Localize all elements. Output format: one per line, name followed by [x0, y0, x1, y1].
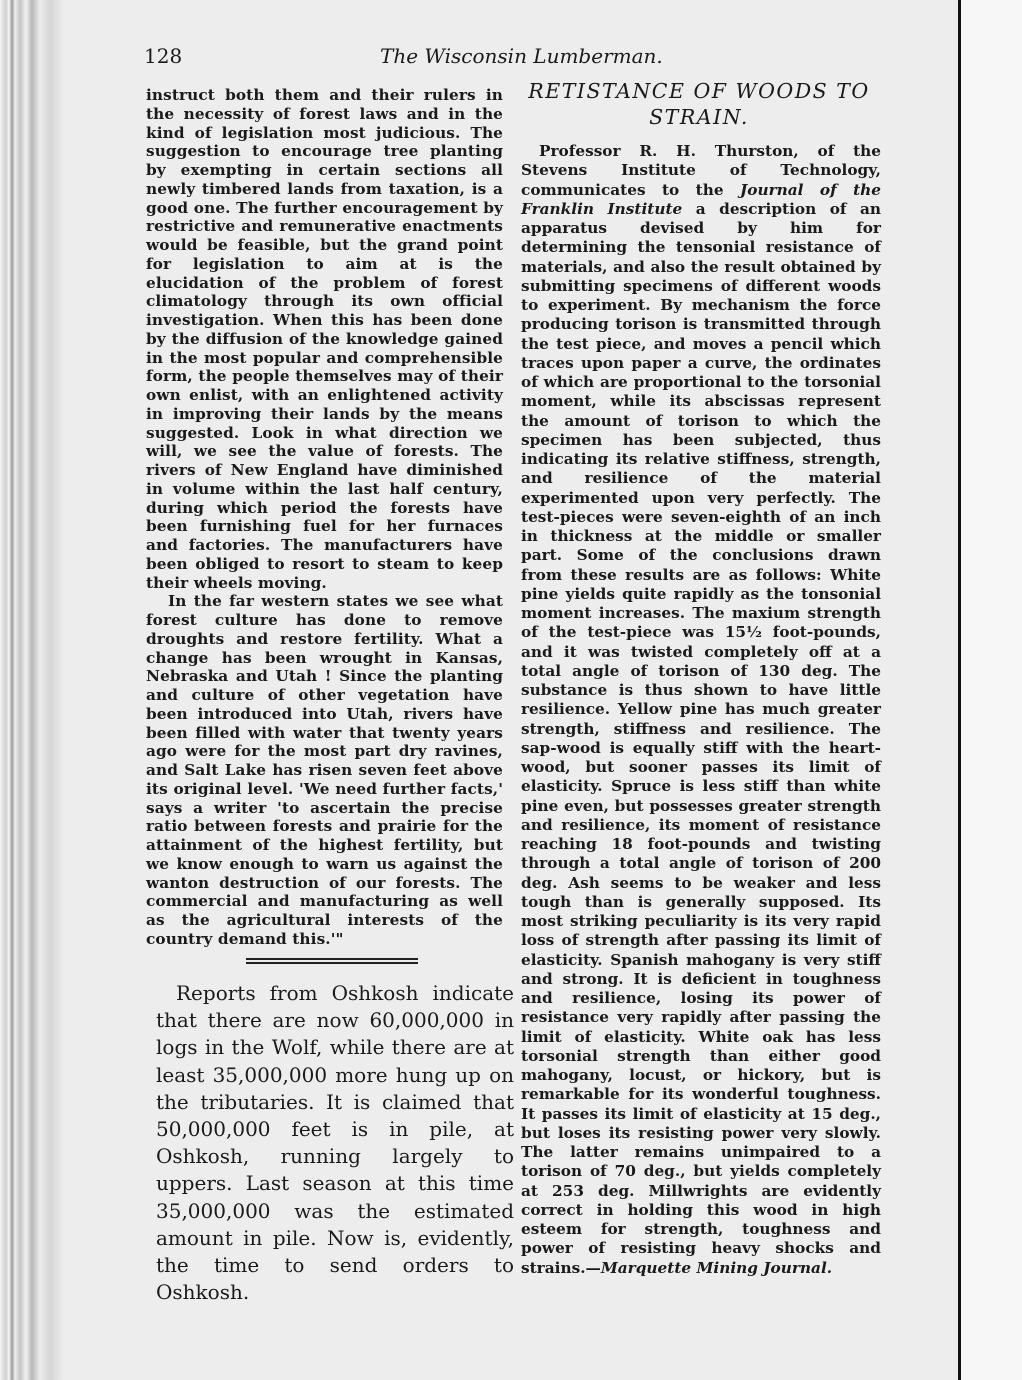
book-binding-edge — [0, 0, 64, 1380]
article-title — [518, 78, 880, 130]
left-column — [146, 86, 503, 949]
article-title-line-1: RETISTANCE OF WOODS TO — [528, 79, 870, 103]
double-rule-separator — [246, 956, 418, 966]
page-number: 128 — [144, 44, 183, 68]
reports-paragraph-block — [156, 980, 514, 1306]
page-margin-right — [961, 0, 1022, 1380]
article-body — [521, 142, 881, 1278]
article-title-line-2: STRAIN. — [649, 105, 749, 129]
article-body-main: a description of an apparatus devised by him for determining the tensonial resistance of materials, and also the result obtained by submitting specimens of different woods to experiment. By mechanism the force producing torison is transmitted through the test piece, and moves a pencil which traces upon paper a curve, the ordinates of which are proportional to the torsonial moment, while its abscissas represent the amount of torison to which the specimen has been subjected, thus indicating its relative stiffness, strength, and resilience of the material experimented upon very perfectly. The test-pieces were seven-eighth of an inch in thickness at the middle or smaller part. Some of the conclusions drawn from these results are as follows: White pine yields quite rapidly as the tonsonial moment increases. The maxium strength of the test-piece was 15½ foot-pounds, and it was twisted completely off at a total angle of torison of 130 deg. The substance is thus shown to have little resilience. Yellow pine has much greater strength, stiffness and resilience. The sap-wood is equally stiff with the heart-wood, but sooner passes its limit of elasticity. Spruce is less stiff than white pine even, but possesses greater strength and resilience, its moment of resistance reaching 18 foot-pounds and twisting through a total angle of torison of 200 deg. Ash seems to be weaker and less tough than is generally supposed. Its most striking peculiarity is its very rapid loss of strength after passing its limit of elasticity. Spanish mahogany is very stiff and strong. It is deficient in toughness and resilience, losing its power of resistance very rapidly after passing the limit of elasticity. White oak has less torsonial strength than either good mahogany, locust, or hickory, but is remarkable for its wonderful toughness. It passes its limit of elasticity at 15 deg., but loses its resisting power very slowly. The latter remains unimpaired to a torison of 70 deg., but yields completely at 253 deg. Millwrights are evidently correct in holding this wood in high esteem for strength, toughness and power of resisting heavy shocks and strains.— — [521, 199, 882, 1277]
article-body-intro: Professor R. H. Thurston, of the Stevens Institute of Technology, communicates to the — [521, 142, 881, 199]
reports-paragraph: Reports from Oshkosh indicate that there are now 60,000,000 in logs in the Wolf, while there are at least 35,000,000 more hung up on the tributaries. It is claimed that 50,000,000 feet is in pile, at Oshkosh, running largely to uppers. Last season at this time 35,000,000 was the estimated amount in pile. Now is, evidently, the time to send orders to Oshkosh. — [156, 981, 514, 1305]
article-source: Marquette Mining Journal. — [600, 1258, 833, 1277]
running-title: The Wisconsin Lumberman. — [380, 44, 663, 68]
left-paragraph-1: instruct both them and their rulers in the necessity of forest laws and in the kind of legislation most judicious. The suggestion to encourage tree planting by exempting in certain sections all newly timbered lands from taxation, is a good one. The further encouragement by restrictive and remunerative enactments would be feasible, but the grand point for legislation to aim at is the elucidation of the problem of forest climatology through its own official investigation. When this has been done by the diffusion of the knowledge gained in the most popular and comprehensible form, the people themselves may of their own enlist, with an enlightened activity in improving their lands by the means suggested. Look in what direction we will, we see the value of forests. The rivers of New England have diminished in volume within the last half century, during which period the forests have been furnishing fuel for her furnaces and factories. The manufacturers have been obliged to resort to steam to keep their wheels moving. — [146, 86, 503, 592]
left-paragraph-2: In the far western states we see what forest culture has done to remove droughts and restore fertility. What a change has been wrought in Kansas, Nebraska and Utah ! Since the planting and culture of other vegetation have been introduced into Utah, rivers have been filled with water that twenty years ago were for the most part dry ravines, and Salt Lake has risen seven feet above its original level. 'We need further facts,' says a writer 'to ascertain the precise ratio between forests and prairie for the attainment of the highest fertility, but we know enough to warn us against the wanton destruction of our forests. The commercial and manufacturing as well as the agricultural interests of the country demand this.'" — [146, 592, 503, 948]
right-column — [521, 142, 881, 1278]
journal-name: Journal of the Franklin Institute — [521, 180, 882, 218]
